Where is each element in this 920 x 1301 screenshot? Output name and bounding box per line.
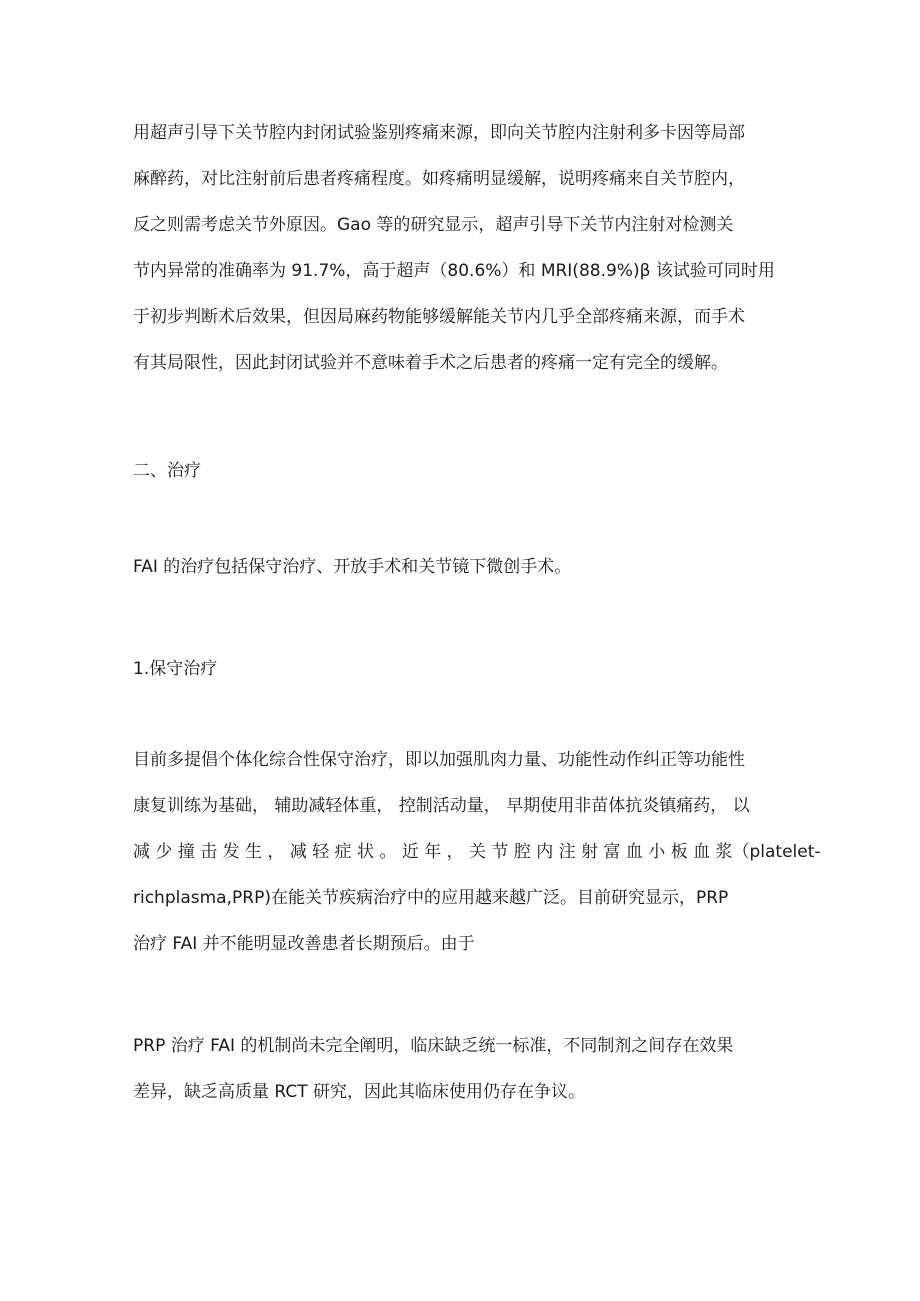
text-line: 减 少 撞 击 发 生 ， 减 轻 症 状 。 近 年 ， 关 节 腔 内 注 射 富 血 小 板 血 浆（platelet- xyxy=(133,842,821,862)
text-line: 麻醉药，对比注射前后患者疼痛程度。如疼痛明显缓解，说明疼痛来自关节腔内， xyxy=(133,169,745,189)
text-line: 用超声引导下关节腔内封闭试验鉴别疼痛来源，即向关节腔内注射利多卡因等局部 xyxy=(133,123,745,143)
text-line: richplasma,PRP)在能关节疾病治疗中的应用越来越广泛。目前研究显示，PRP xyxy=(133,888,729,908)
subsection-heading: 1.保守治疗 xyxy=(133,659,218,679)
paragraph-block-prp xyxy=(133,1035,793,1104)
text-line: 节内异常的准确率为 91.7%，高于超声（80.6%）和 MRI(88.9%)β 该试验可同时用 xyxy=(133,261,775,281)
paragraph-block-conservative xyxy=(133,749,821,956)
text-line: PRP 治疗 FAI 的机制尚未完全阐明，临床缺乏统一标准，不同制剂之间存在效果 xyxy=(133,1036,734,1056)
text-line: 治疗 FAI 并不能明显改善患者长期预后。由于 xyxy=(133,934,475,954)
paragraph-block-test xyxy=(133,122,793,375)
section-heading: 二、治疗 xyxy=(133,461,201,481)
text-line: 差异，缺乏高质量 RCT 研究，因此其临床使用仍存在争议。 xyxy=(133,1082,586,1102)
text-line: 于初步判断术后效果，但因局麻药物能够缓解能关节内几乎全部疼痛来源，而手术 xyxy=(133,307,745,327)
text-line: 目前多提倡个体化综合性保守治疗，即以加强肌肉力量、功能性动作纠正等功能性 xyxy=(133,750,745,770)
text-line: 有其局限性，因此封闭试验并不意味着手术之后患者的疼痛一定有完全的缓解。 xyxy=(133,353,728,373)
text-line: 反之则需考虑关节外原因。Gao 等的研究显示，超声引导下关节内注射对检测关 xyxy=(133,215,734,235)
intro-paragraph: FAI 的治疗包括保守治疗、开放手术和关节镜下微创手术。 xyxy=(133,557,572,577)
text-line: 康复训练为基础， 辅助减轻体重， 控制活动量， 早期使用非苗体抗炎镇痛药， 以 xyxy=(133,796,750,816)
